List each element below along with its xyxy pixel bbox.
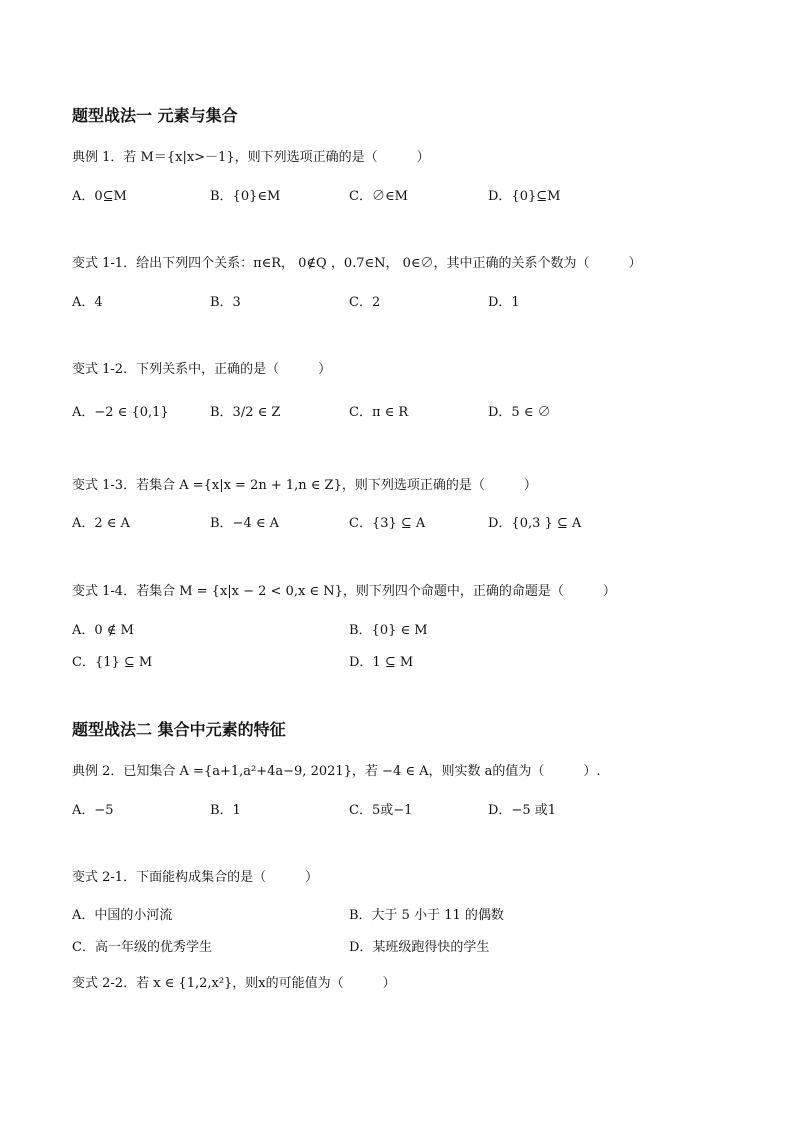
option-a: A．中国的小河流 xyxy=(72,908,173,923)
question-example-2-stem: 典例 2．已知集合 A ={a+1,a²+4a−9, 2021}，若 −4 ∈ A，则实数 a的值为（ ）. xyxy=(72,764,601,779)
question-variant-1-4-stem: 变式 1-4．若集合 M = {x|x − 2 < 0,x ∈ N}，则下列四个命题中，正确的命题是（ ） xyxy=(72,584,616,599)
question-variant-2-1-stem: 变式 2-1．下面能构成集合的是（ ） xyxy=(72,870,319,885)
option-a: A．−5 xyxy=(72,803,114,818)
option-d: D．−5 或1 xyxy=(488,803,556,818)
option-b: B．1 xyxy=(210,803,241,818)
option-c: C．2 xyxy=(349,295,381,310)
option-d: D．{0}⊆M xyxy=(488,189,561,204)
question-example-1-stem: 典例 1．若 M＝{x|x>－1}，则下列选项正确的是（ ） xyxy=(72,150,430,165)
option-d: D．1 xyxy=(488,295,520,310)
option-c: C．高一年级的优秀学生 xyxy=(72,940,212,955)
option-c: C．∅∈M xyxy=(349,189,408,204)
option-d: D．{0,3 } ⊆ A xyxy=(488,516,582,531)
option-c: C．{3} ⊆ A xyxy=(349,516,426,531)
option-a: A．4 xyxy=(72,295,103,310)
option-c: C．π ∈ R xyxy=(349,405,409,420)
option-a: A．0⊆M xyxy=(72,189,127,204)
option-d: D．5 ∈ ∅ xyxy=(488,405,551,420)
question-variant-1-2-stem: 变式 1-2．下列关系中，正确的是（ ） xyxy=(72,362,332,377)
option-a: A．−2 ∈ {0,1} xyxy=(72,405,169,420)
option-a: A．2 ∈ A xyxy=(72,516,130,531)
option-b: B．{0} ∈ M xyxy=(349,623,428,638)
option-d: D．某班级跑得快的学生 xyxy=(349,940,490,955)
option-b: B．3/2 ∈ Z xyxy=(210,405,281,420)
option-a: A．0 ∉ M xyxy=(72,623,134,638)
question-variant-1-1-stem: 变式 1-1．给出下列四个关系：π∈R， 0∉Q ，0.7∈N， 0∈∅，其中正确的关系个数为（ ） xyxy=(72,256,642,271)
option-b: B．−4 ∈ A xyxy=(210,516,279,531)
section-1-title: 题型战法一 元素与集合 xyxy=(72,106,238,125)
section-2-title: 题型战法二 集合中元素的特征 xyxy=(72,720,286,739)
question-variant-2-2-stem: 变式 2-2．若 x ∈ {1,2,x²}，则x的可能值为（ ） xyxy=(72,976,396,991)
option-c: C．5或−1 xyxy=(349,803,413,818)
option-c: C．{1} ⊆ M xyxy=(72,655,153,670)
question-variant-1-3-stem: 变式 1-3．若集合 A ={x|x = 2n + 1,n ∈ Z}，则下列选项正确的是（ ） xyxy=(72,478,537,493)
option-d: D．1 ⊆ M xyxy=(349,655,414,670)
option-b: B．{0}∈M xyxy=(210,189,281,204)
option-b: B．3 xyxy=(210,295,241,310)
option-b: B．大于 5 小于 11 的偶数 xyxy=(349,908,504,923)
